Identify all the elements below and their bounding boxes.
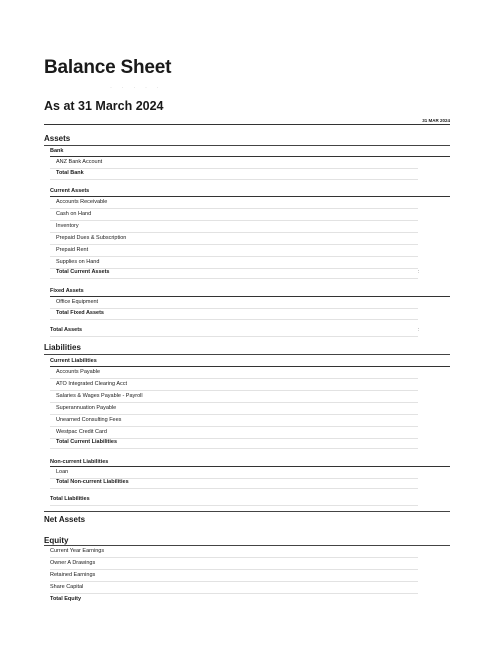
total-label: Total Current Liabilities [56,439,118,445]
page-title: Balance Sheet [44,57,172,78]
truncated-value-mark: : [418,269,420,275]
account-label: Accounts Receivable [56,199,108,205]
account-label: Cash on Hand [56,211,92,217]
account-label: Retained Earnings [50,572,96,578]
account-label: ANZ Bank Account [56,159,103,165]
grand-total-row [50,325,418,337]
account-label: Current Year Earnings [50,548,105,554]
group-title-current-liabilities: Current Liabilities [50,358,97,364]
report-date-subtitle: As at 31 March 2024 [44,99,164,113]
total-row [50,308,418,320]
section-title-assets: Assets [44,134,71,143]
total-row [50,477,418,489]
total-label: Total Liabilities [50,496,90,502]
account-row[interactable] [50,558,418,570]
account-row[interactable] [50,221,418,233]
section-title-liabilities: Liabilities [44,343,81,352]
net-assets-label: Net Assets [44,515,86,524]
total-label: Total Bank [56,170,84,176]
account-label: Salaries & Wages Payable - Payroll [56,393,143,399]
account-row[interactable] [50,403,418,415]
total-row [50,168,418,180]
net-assets-divider [44,511,450,512]
total-label: Total Current Assets [56,269,110,275]
group-title-noncurrent-liabilities: Non-current Liabilities [50,459,109,465]
account-row[interactable] [50,245,418,257]
section-divider [44,145,450,146]
total-label: Total Assets [50,327,83,333]
section-divider [44,354,450,355]
truncated-value-mark: : [418,327,420,333]
grand-total-row [50,494,418,506]
group-title-current-assets: Current Assets [50,188,90,194]
total-row [50,267,418,279]
account-row[interactable] [50,570,418,582]
account-label: Unearned Consulting Fees [56,417,122,423]
account-row[interactable] [50,582,418,594]
account-label: Office Equipment [56,299,99,305]
section-title-equity: Equity [44,536,69,545]
account-label: Prepaid Rent [56,247,89,253]
account-label: Supplies on Hand [56,259,100,265]
account-label: Loan [56,469,69,475]
total-label: Total Non-current Liabilities [56,479,129,485]
faint-header-marks: · · · · · [110,85,163,91]
account-label: Westpac Credit Card [56,429,107,435]
column-heading-date: 31 MAR 2024 [422,118,450,123]
account-row[interactable] [50,391,418,403]
account-row[interactable] [50,233,418,245]
account-row[interactable] [50,209,418,221]
account-row[interactable] [50,546,418,558]
account-label: Accounts Payable [56,369,101,375]
group-title-fixed-assets: Fixed Assets [50,288,84,294]
account-label: Owner A Drawings [50,560,96,566]
account-label: Prepaid Dues & Subscription [56,235,127,241]
header-divider [44,124,450,125]
account-row[interactable] [50,379,418,391]
account-row[interactable] [50,367,418,379]
total-row [50,594,418,605]
total-row [50,437,418,449]
account-label: Superannuation Payable [56,405,117,411]
account-label: ATO Integrated Clearing Acct [56,381,128,387]
total-label: Total Fixed Assets [56,310,104,316]
account-label: Share Capital [50,584,84,590]
account-row[interactable] [50,197,418,209]
account-row[interactable] [50,415,418,427]
total-label: Total Equity [50,596,82,602]
group-title-bank: Bank [50,148,64,154]
account-label: Inventory [56,223,79,229]
